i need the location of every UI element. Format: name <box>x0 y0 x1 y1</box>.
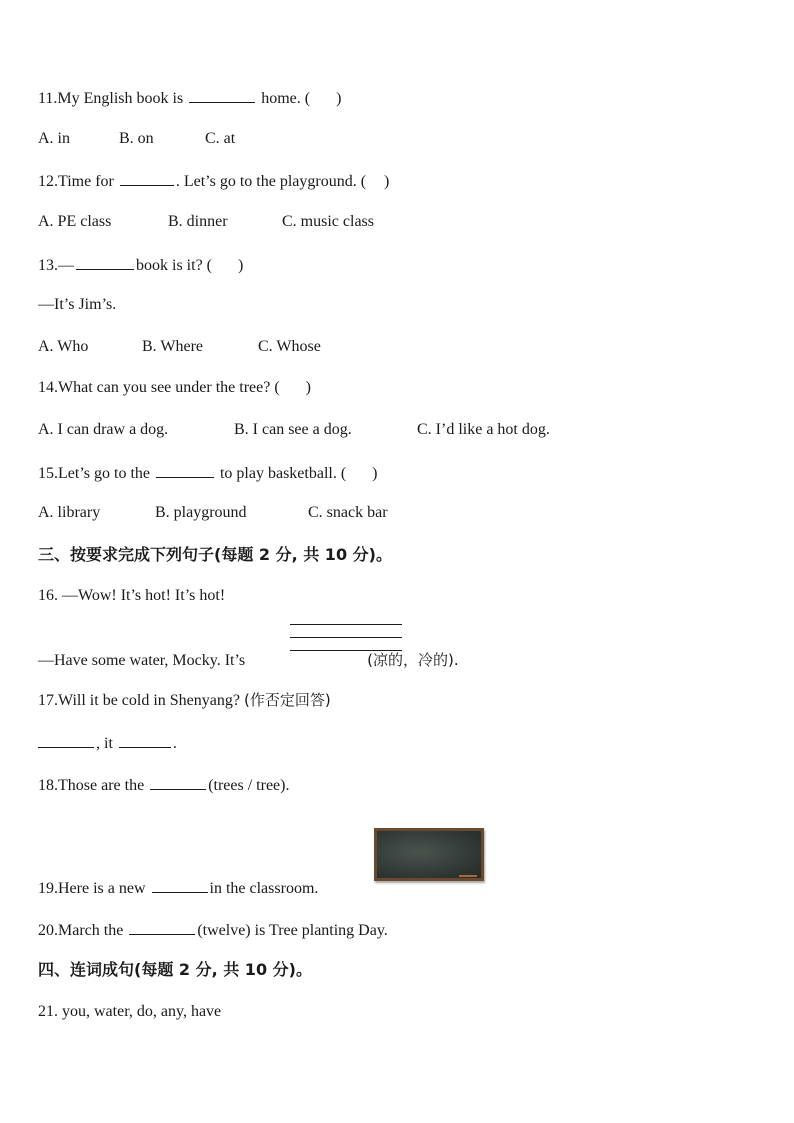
option-a[interactable]: A. library <box>38 504 101 521</box>
option-a[interactable]: A. PE class <box>38 213 112 230</box>
question-12-options <box>38 212 374 232</box>
option-a[interactable]: A. in <box>38 130 70 147</box>
answer-blank[interactable] <box>120 170 174 186</box>
question-16-sentence: —Have some water, Mocky. It’s (凉的，冷的). <box>38 651 459 669</box>
question-15: 15.Let’s go to the to play basketball. ( ) <box>38 462 378 484</box>
question-19: 19.Here is a new in the classroom. <box>38 877 318 899</box>
answer-blank[interactable] <box>119 732 171 748</box>
question-13-options <box>38 337 321 357</box>
question-13: 13.— book is it? ( ) <box>38 254 243 276</box>
answer-blank[interactable] <box>189 87 255 103</box>
blackboard-image <box>374 828 484 881</box>
section-3-heading: 三、按要求完成下列句子(每题 2 分, 共 10 分)。 <box>38 545 392 564</box>
option-b[interactable]: B. Where <box>142 338 204 355</box>
question-13-reply: —It’s Jim’s. <box>38 296 117 313</box>
question-16-prompt: 16. —Wow! It’s hot! It’s hot! <box>38 587 226 604</box>
question-17-answer: , it . <box>38 732 177 754</box>
option-c[interactable]: C. music class <box>282 213 374 230</box>
option-b[interactable]: B. I can see a dog. <box>234 421 352 438</box>
answer-blank[interactable] <box>38 732 94 748</box>
option-c[interactable]: C. Whose <box>258 338 321 355</box>
option-a[interactable]: A. Who <box>38 338 89 355</box>
chalk-tray <box>459 875 477 877</box>
question-20: 20.March the (twelve) is Tree planting Day. <box>38 919 388 941</box>
question-14-options <box>38 420 550 440</box>
answer-blank[interactable] <box>150 774 206 790</box>
question-18: 18.Those are the (trees / tree). <box>38 774 289 796</box>
answer-blank[interactable] <box>156 462 214 478</box>
option-a[interactable]: A. I can draw a dog. <box>38 421 169 438</box>
question-21: 21. you, water, do, any, have <box>38 1003 222 1020</box>
question-12: 12.Time for . Let’s go to the playground. ( ) <box>38 170 389 192</box>
option-b[interactable]: B. dinner <box>168 213 228 230</box>
answer-blank[interactable] <box>76 254 134 270</box>
option-b[interactable]: B. on <box>119 130 154 147</box>
option-b[interactable]: B. playground <box>155 504 247 521</box>
option-c[interactable]: C. at <box>205 130 236 147</box>
option-c[interactable]: C. I’d like a hot dog. <box>417 421 550 438</box>
answer-blank[interactable] <box>129 919 195 935</box>
question-11-options <box>38 129 235 149</box>
question-11: 11.My English book is home. ( ) <box>38 87 341 109</box>
question-14: 14.What can you see under the tree? ( ) <box>38 379 311 396</box>
option-c[interactable]: C. snack bar <box>308 504 388 521</box>
section-4-heading: 四、连词成句(每题 2 分, 共 10 分)。 <box>38 960 312 979</box>
question-17: 17.Will it be cold in Shenyang? (作否定回答) <box>38 691 331 709</box>
answer-blank[interactable] <box>152 877 208 893</box>
question-15-options <box>38 503 388 523</box>
